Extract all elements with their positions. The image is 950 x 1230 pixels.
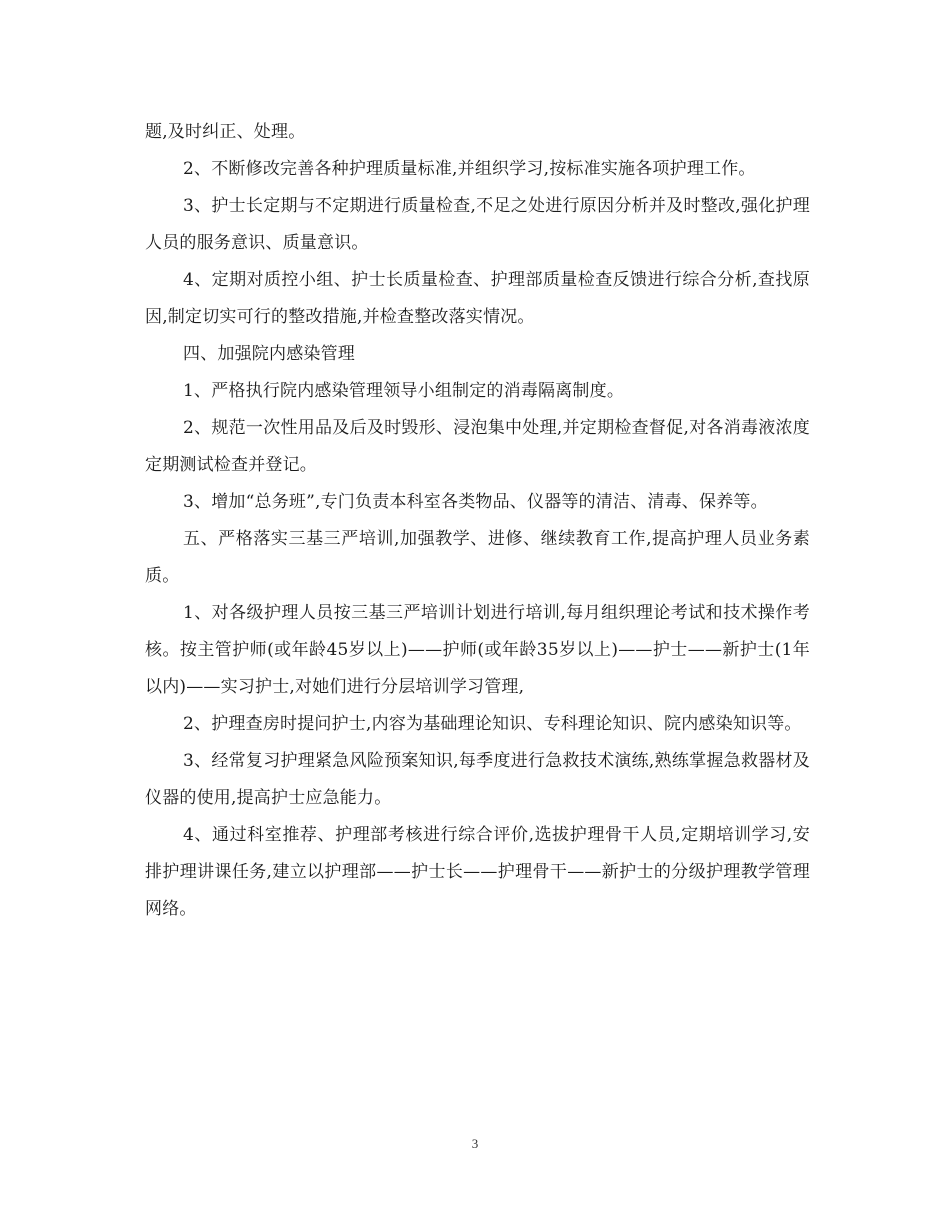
paragraph-nursing-rounds: 2、护理查房时提问护士,内容为基础理论知识、专科理论知识、院内感染知识等。 (183, 714, 802, 734)
paragraph-general-affairs-shift: 3、增加“总务班”,专门负责本科室各类物品、仪器等的清洁、清毒、保养等。 (183, 492, 768, 512)
section-heading-training: 五、严格落实三基三严培训,加强教学、进修、继续教育工作,提高护理人员业务素质。 (145, 529, 810, 586)
paragraph-quality-standards: 2、不断修改完善各种护理质量标准,并组织学习,按标准实施各项护理工作。 (183, 159, 756, 179)
paragraph-tiered-training: 1、对各级护理人员按三基三严培训计划进行培训,每月组织理论考试和技术操作考核。按主管护师(或年龄45岁以上)——护师(或年龄35岁以上)——护士——新护士(1年以内)——实习护士,对她们进行分层培训学习管理, (145, 603, 810, 697)
paragraph-continuation: 题,及时纠正、处理。 (145, 122, 306, 142)
document-body (145, 114, 810, 928)
paragraph-emergency-drills: 3、经常复习护理紧急风险预案知识,每季度进行急救技术演练,熟练掌握急救器材及仪器的使用,提高护士应急能力。 (145, 751, 810, 808)
paragraph-head-nurse-inspection: 3、护士长定期与不定期进行质量检查,不足之处进行原因分析并及时整改,强化护理人员的服务意识、质量意识。 (145, 196, 810, 253)
paragraph-disinfection-system: 1、严格执行院内感染管理领导小组制定的消毒隔离制度。 (183, 381, 625, 401)
paragraph-teaching-network: 4、通过科室推荐、护理部考核进行综合评价,选拔护理骨干人员,定期培训学习,安排护理讲课任务,建立以护理部——护士长——护理骨干——新护士的分级护理教学管理网络。 (145, 825, 810, 919)
paragraph-disposable-items: 2、规范一次性用品及后及时毁形、浸泡集中处理,并定期检查督促,对各消毒液浓度定期测试检查并登记。 (145, 418, 810, 475)
page-number: 3 (471, 1136, 479, 1151)
paragraph-comprehensive-analysis: 4、定期对质控小组、护士长质量检查、护理部质量检查反馈进行综合分析,查找原因,制定切实可行的整改措施,并检查整改落实情况。 (145, 270, 810, 327)
section-heading-infection-control: 四、加强院内感染管理 (183, 344, 355, 364)
